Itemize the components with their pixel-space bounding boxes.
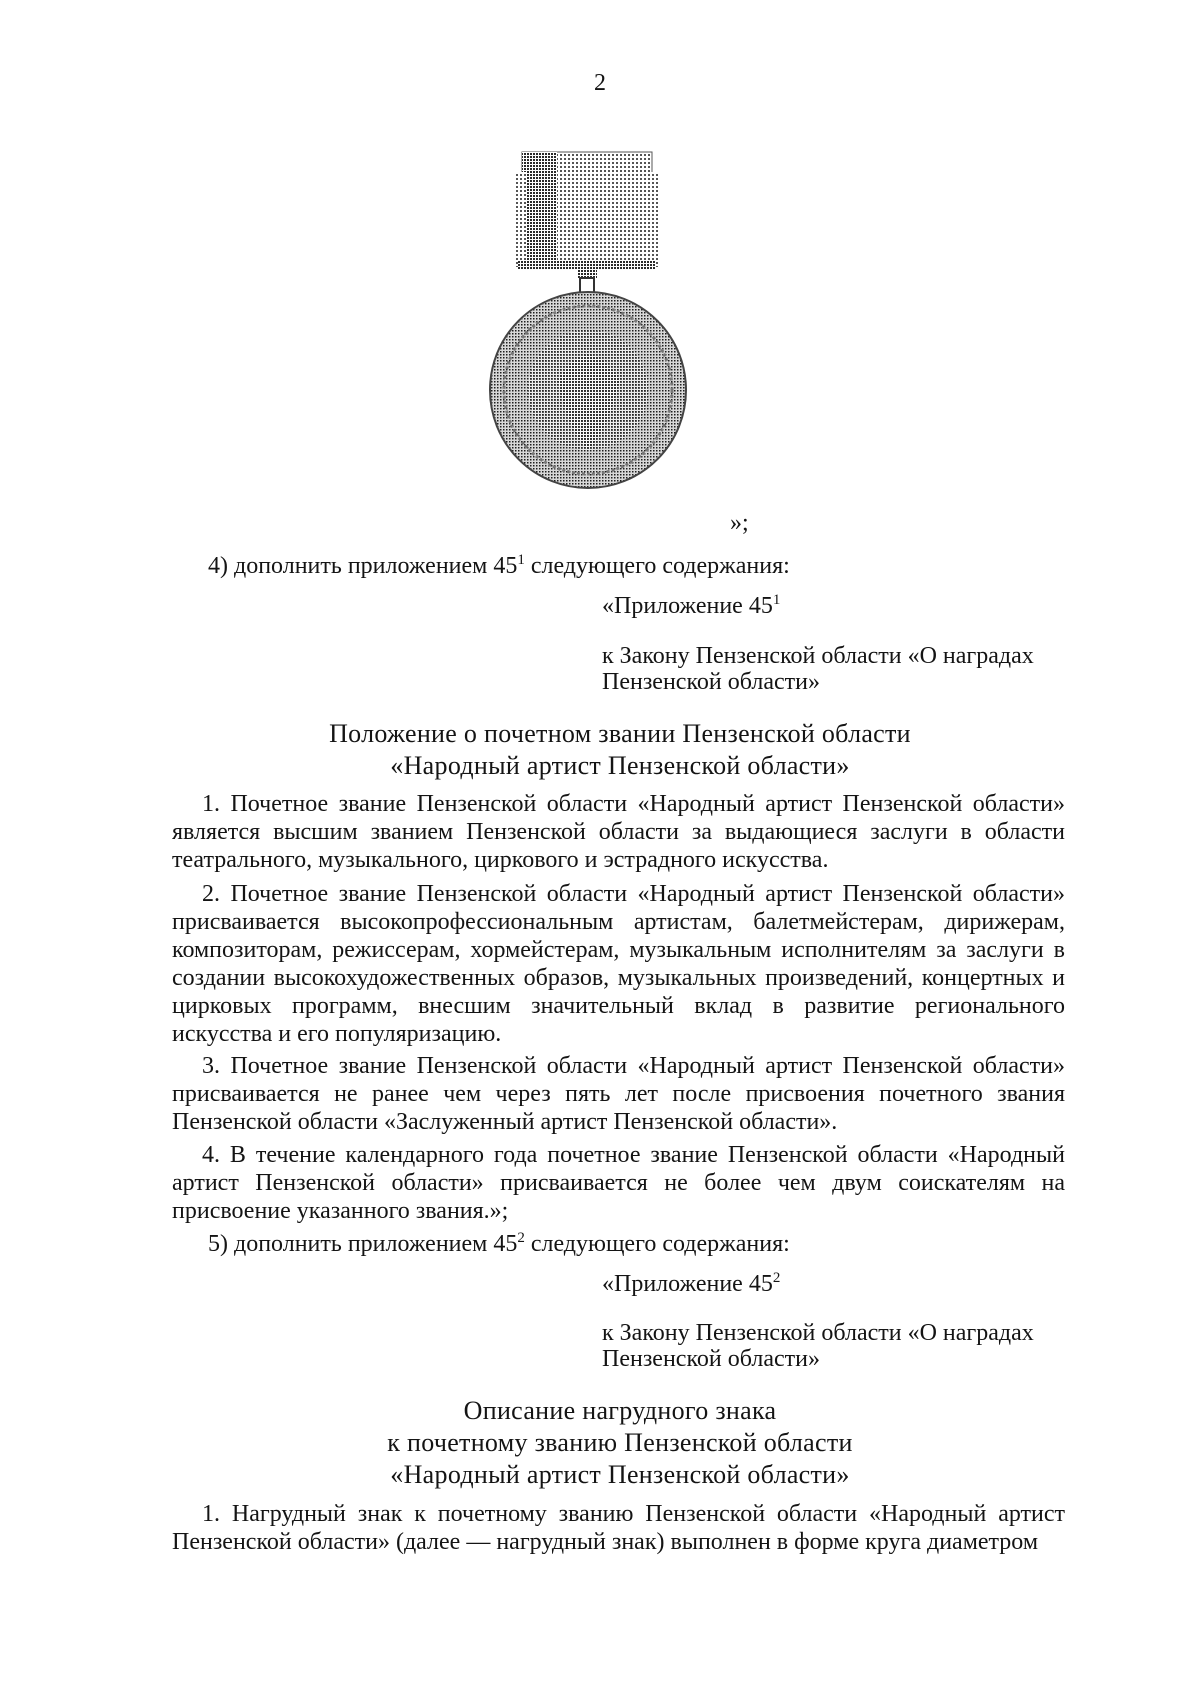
regulation-heading-line-2: «Народный артист Пензенской области»	[390, 751, 850, 780]
item-4-text: 4) дополнить приложением 45	[208, 553, 518, 579]
medal-with-ribbon-icon	[488, 150, 724, 545]
item-4	[208, 552, 790, 580]
item-5-tail: следующего содержания:	[524, 1231, 790, 1257]
annex-45-2-reference	[602, 1320, 1034, 1372]
regulation-paragraph-1: 1. Почетное звание Пензенской области «Народный артист Пензенской области» является высшим званием Пензенской области за выдающиеся заслуги в области театрального, музыкального, циркового и эстрадного искусства.	[172, 791, 1065, 873]
annex-45-2-sup: 2	[772, 1270, 781, 1286]
annex-45-1-sup: 1	[772, 592, 781, 608]
regulation-paragraph-3: 3. Почетное звание Пензенской области «Народный артист Пензенской области» присваивается не ранее чем через пять лет после присвоения почетного звания Пензенской области «Заслуженный артист Пензенской области».	[172, 1053, 1065, 1135]
closing-quote: »;	[730, 510, 749, 536]
annex-45-1-title	[602, 592, 780, 620]
item-5-sup: 2	[517, 1230, 525, 1246]
annex-45-2-ref-line-1: к Закону Пензенской области «О наградах	[602, 1320, 1034, 1346]
annex-45-2-ref-line-2: Пензенской области»	[602, 1346, 820, 1372]
regulation-paragraph-2: 2. Почетное звание Пензенской области «Народный артист Пензенской области» присваивается высокопрофессиональным артистам, балетмейстерам, дирижерам, композиторам, режиссерам, хормейстерам, музыкальным исполнителям за заслуги в создании высокохудожественных образов, музыкальных произведений, концертных и цирковых программ, внесшим значительный вклад в развитие регионального искусства и его популяризацию.	[172, 881, 1065, 1047]
description-heading-line-3: «Народный артист Пензенской области»	[390, 1460, 850, 1489]
regulation-heading	[170, 718, 1070, 782]
item-5	[208, 1230, 790, 1258]
annex-45-2-title-text: «Приложение 45	[602, 1271, 773, 1297]
page-number: 2	[594, 70, 606, 96]
item-4-tail: следующего содержания:	[524, 553, 790, 579]
description-heading-line-2: к почетному званию Пензенской области	[387, 1428, 853, 1457]
description-heading-line-1: Описание нагрудного знака	[463, 1396, 777, 1425]
regulation-heading-line-1: Положение о почетном звании Пензенской области	[329, 719, 911, 748]
annex-45-1-ref-line-2: Пензенской области»	[602, 669, 820, 695]
annex-45-1-title-text: «Приложение 45	[602, 593, 773, 619]
annex-45-1-reference	[602, 643, 1034, 695]
annex-45-1-ref-line-1: к Закону Пензенской области «О наградах	[602, 643, 1034, 669]
regulation-paragraph-4: 4. В течение календарного года почетное звание Пензенской области «Народный артист Пензенской области» присваивается не более чем двум соискателям на присвоение указанного звания.»;	[172, 1142, 1065, 1224]
annex-45-2-title	[602, 1270, 780, 1298]
item-4-sup: 1	[517, 552, 525, 568]
description-heading	[170, 1395, 1070, 1491]
description-paragraph-1: 1. Нагрудный знак к почетному званию Пензенской области «Народный артист Пензенской области» (далее — нагрудный знак) выполнен в форме круга диаметром	[172, 1501, 1065, 1555]
item-5-text: 5) дополнить приложением 45	[208, 1231, 518, 1257]
